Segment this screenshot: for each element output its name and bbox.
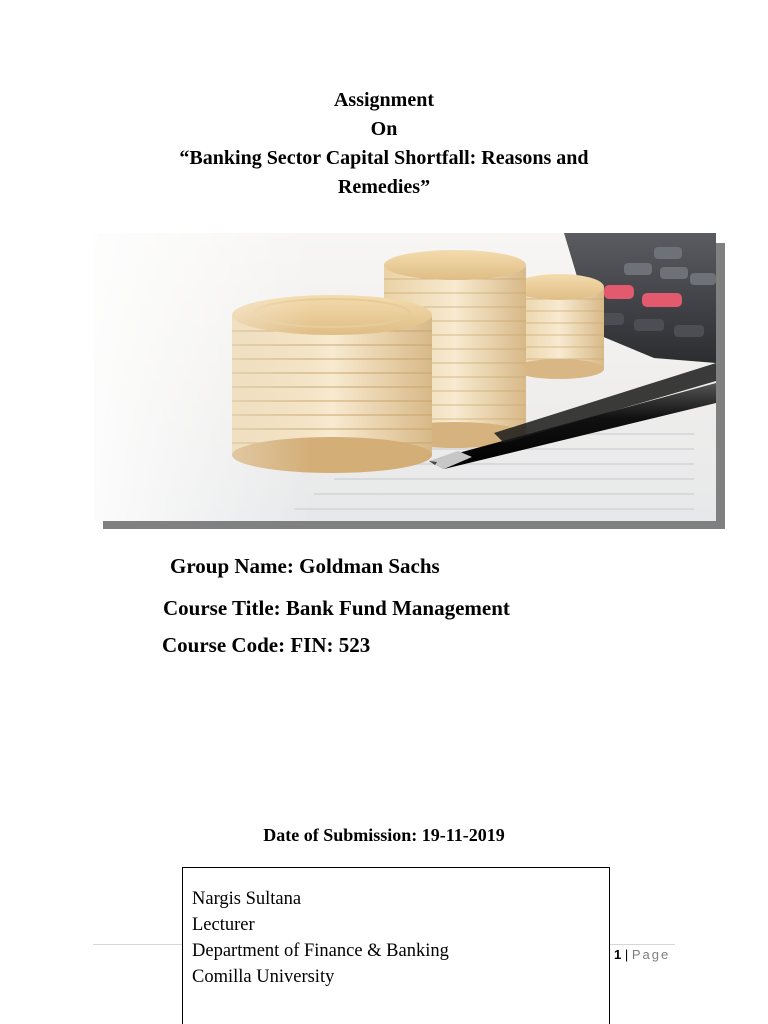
page-label: Page: [631, 947, 671, 962]
supervisor-designation: Lecturer: [192, 915, 255, 935]
supervisor-department: Department of Finance & Banking: [192, 941, 449, 961]
supervisor-box: [182, 867, 610, 1024]
coins-photo: [94, 233, 716, 521]
supervisor-name: Nargis Sultana: [192, 889, 302, 909]
assignment-topic: “Banking Sector Capital Shortfall: Reasons and Remedies”: [179, 147, 589, 198]
course-code: Course Code: FIN: 523: [162, 633, 371, 657]
submission-date: Date of Submission: 19-11-2019: [263, 825, 505, 845]
assignment-heading: Assignment: [333, 89, 434, 111]
title-block: [0, 86, 768, 202]
course-title: Course Title: Bank Fund Management: [163, 596, 510, 620]
page-number: 1: [614, 947, 622, 962]
page-number-footer: [614, 947, 670, 962]
supervisor-university: Comilla University: [192, 967, 335, 987]
group-name: Group Name: Goldman Sachs: [170, 554, 440, 578]
coins-pen-calculator-icon: [94, 233, 716, 521]
on-heading: On: [370, 118, 398, 140]
page-separator: |: [624, 947, 629, 962]
